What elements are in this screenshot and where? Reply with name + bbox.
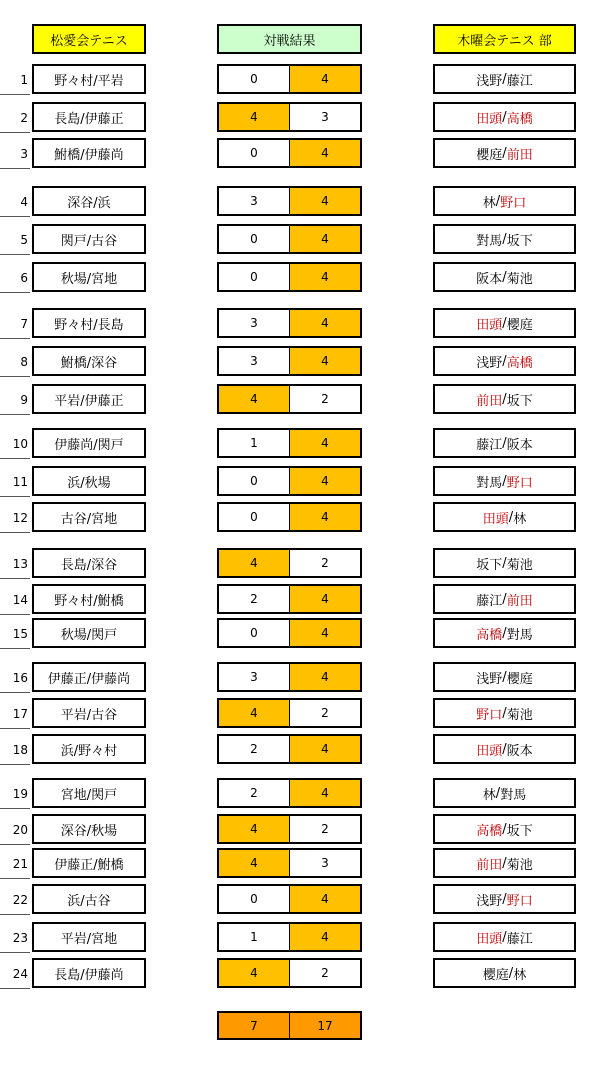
right-score: 4: [290, 430, 360, 456]
right-pair: [433, 958, 576, 988]
match-number: 21: [12, 857, 28, 871]
right-score: 4: [290, 226, 360, 252]
match-number: 14: [12, 593, 28, 607]
right-player-2: 阪本: [506, 437, 533, 453]
right-player-1: 田頭: [476, 743, 503, 759]
match-number: 10: [12, 437, 28, 451]
right-score: 3: [290, 104, 360, 130]
left-score: 0: [219, 226, 290, 252]
match-number: 18: [12, 743, 28, 757]
left-pair: 野々村/平岩: [32, 64, 146, 94]
right-pair: [433, 428, 576, 458]
right-score: 4: [290, 736, 360, 762]
right-player-1: 浅野: [476, 893, 503, 909]
match-score: [217, 884, 362, 914]
right-pair: [433, 102, 576, 132]
row-underline: [0, 168, 30, 169]
row-underline: [0, 94, 30, 95]
right-player-1: 高橋: [476, 823, 503, 839]
left-pair: 伊藤尚/関戸: [32, 428, 146, 458]
left-pair: 浜/古谷: [32, 884, 146, 914]
pair-separator: /: [502, 353, 507, 369]
match-number: 24: [12, 967, 28, 981]
match-score: [217, 848, 362, 878]
row-underline: [0, 844, 30, 845]
match-number: 20: [12, 823, 28, 837]
right-player-1: 藤江: [476, 593, 503, 609]
match-score: [217, 64, 362, 94]
left-pair: 鮒橋/伊藤尚: [32, 138, 146, 168]
right-pair: [433, 138, 576, 168]
right-pair: [433, 346, 576, 376]
left-score: 0: [219, 620, 290, 646]
right-score: 4: [290, 310, 360, 336]
match-score: [217, 922, 362, 952]
left-pair: 長島/伊藤尚: [32, 958, 146, 988]
left-score: 0: [219, 468, 290, 494]
match-number: 9: [20, 393, 28, 407]
right-score: 4: [290, 468, 360, 494]
right-pair: [433, 584, 576, 614]
match-score: [217, 698, 362, 728]
match-number: 6: [20, 271, 28, 285]
left-score: 0: [219, 504, 290, 530]
right-player-2: 前田: [506, 593, 533, 609]
pair-separator: /: [495, 785, 501, 801]
match-number: 4: [20, 195, 28, 209]
match-number: 19: [12, 787, 28, 801]
left-score: 2: [219, 736, 290, 762]
right-pair: [433, 778, 576, 808]
match-number: 13: [12, 557, 28, 571]
right-player-1: 前田: [476, 857, 503, 873]
left-pair: 野々村/長島: [32, 308, 146, 338]
pair-separator: /: [502, 741, 507, 757]
left-score: 3: [219, 310, 290, 336]
right-score: 2: [290, 816, 360, 842]
header-result: 対戦結果: [217, 24, 362, 54]
right-player-1: 田頭: [482, 511, 509, 527]
right-player-1: 前田: [476, 393, 503, 409]
right-score: 3: [290, 850, 360, 876]
left-score: 0: [219, 66, 290, 92]
pair-separator: /: [508, 509, 514, 525]
pair-separator: /: [502, 555, 507, 571]
right-score: 4: [290, 504, 360, 530]
right-player-2: 坂下: [506, 233, 533, 249]
match-score: [217, 618, 362, 648]
right-player-2: 藤江: [506, 931, 533, 947]
right-player-1: 櫻庭: [482, 967, 509, 983]
right-pair: [433, 662, 576, 692]
total-score: [217, 1011, 362, 1040]
right-player-2: 對馬: [506, 627, 533, 643]
pair-separator: /: [502, 855, 507, 871]
match-score: [217, 814, 362, 844]
left-score: 0: [219, 140, 290, 166]
right-score: 4: [290, 886, 360, 912]
pair-separator: /: [502, 109, 507, 125]
row-underline: [0, 376, 30, 377]
match-score: [217, 138, 362, 168]
left-pair: 秋場/宮地: [32, 262, 146, 292]
right-player-1: 高橋: [476, 627, 503, 643]
match-number: 1: [20, 73, 28, 87]
left-pair: 宮地/関戸: [32, 778, 146, 808]
match-score: [217, 308, 362, 338]
right-pair: [433, 466, 576, 496]
right-player-2: 野口: [506, 475, 533, 491]
pair-separator: /: [502, 929, 507, 945]
header-left-team: 松愛会テニス: [32, 24, 146, 54]
right-score: 4: [290, 66, 360, 92]
pair-separator: /: [502, 591, 507, 607]
match-score: [217, 778, 362, 808]
left-score: 4: [219, 550, 290, 576]
right-pair: [433, 224, 576, 254]
right-player-2: 菊池: [506, 271, 533, 287]
right-pair: [433, 548, 576, 578]
match-score: [217, 384, 362, 414]
left-pair: 鮒橋/深谷: [32, 346, 146, 376]
right-player-2: 坂下: [506, 393, 533, 409]
left-score: 3: [219, 188, 290, 214]
match-number: 17: [12, 707, 28, 721]
row-underline: [0, 292, 30, 293]
row-underline: [0, 458, 30, 459]
left-pair: 平岩/伊藤正: [32, 384, 146, 414]
match-number: 11: [12, 475, 28, 489]
header-right-team: 木曜会テニス 部: [433, 24, 576, 54]
right-player-2: 林: [513, 967, 527, 983]
match-score: [217, 428, 362, 458]
row-underline: [0, 532, 30, 533]
right-player-1: 櫻庭: [476, 147, 503, 163]
match-number: 2: [20, 111, 28, 125]
match-number: 7: [20, 317, 28, 331]
row-underline: [0, 764, 30, 765]
pair-separator: /: [502, 473, 507, 489]
pair-separator: /: [502, 705, 507, 721]
right-pair: [433, 64, 576, 94]
match-score: [217, 548, 362, 578]
right-pair: [433, 308, 576, 338]
right-pair: [433, 384, 576, 414]
right-player-2: 前田: [506, 147, 533, 163]
pair-separator: /: [502, 435, 507, 451]
right-player-2: 野口: [506, 893, 533, 909]
right-score: 4: [290, 264, 360, 290]
right-player-1: 浅野: [476, 671, 503, 687]
row-underline: [0, 254, 30, 255]
pair-separator: /: [495, 193, 501, 209]
left-score: 2: [219, 780, 290, 806]
right-score: 4: [290, 780, 360, 806]
right-pair: [433, 884, 576, 914]
left-pair: 深谷/浜: [32, 186, 146, 216]
right-player-1: 浅野: [476, 355, 503, 371]
match-score: [217, 346, 362, 376]
row-underline: [0, 878, 30, 879]
right-score: 2: [290, 960, 360, 986]
right-player-1: 田頭: [476, 931, 503, 947]
right-player-2: 菊池: [506, 557, 533, 573]
match-number: 12: [12, 511, 28, 525]
left-pair: 長島/深谷: [32, 548, 146, 578]
match-score: [217, 102, 362, 132]
right-score: 2: [290, 550, 360, 576]
right-pair: [433, 922, 576, 952]
left-score: 0: [219, 886, 290, 912]
left-score: 3: [219, 348, 290, 374]
right-score: 4: [290, 924, 360, 950]
right-player-2: 櫻庭: [506, 317, 533, 333]
right-player-2: 林: [513, 511, 527, 527]
pair-separator: /: [502, 391, 507, 407]
left-pair: 秋場/関戸: [32, 618, 146, 648]
right-player-1: 林: [482, 195, 496, 211]
right-player-1: 野口: [476, 707, 503, 723]
right-score: 4: [290, 140, 360, 166]
pair-separator: /: [502, 891, 507, 907]
pair-separator: /: [502, 71, 507, 87]
right-pair: [433, 502, 576, 532]
row-underline: [0, 578, 30, 579]
match-score: [217, 466, 362, 496]
right-player-2: 藤江: [506, 73, 533, 89]
match-score: [217, 262, 362, 292]
row-underline: [0, 914, 30, 915]
left-score: 0: [219, 264, 290, 290]
right-player-1: 田頭: [476, 317, 503, 333]
left-score: 2: [219, 586, 290, 612]
pair-separator: /: [502, 231, 507, 247]
right-pair: [433, 262, 576, 292]
right-player-1: 藤江: [476, 437, 503, 453]
right-score: 4: [290, 348, 360, 374]
right-player-2: 野口: [500, 195, 527, 211]
right-score: 4: [290, 664, 360, 690]
match-score: [217, 584, 362, 614]
left-pair: 伊藤正/鮒橋: [32, 848, 146, 878]
total-left: 7: [219, 1013, 290, 1038]
right-player-2: 對馬: [500, 787, 527, 803]
left-pair: 平岩/古谷: [32, 698, 146, 728]
left-pair: 古谷/宮地: [32, 502, 146, 532]
match-score: [217, 734, 362, 764]
right-player-2: 高橋: [506, 355, 533, 371]
row-underline: [0, 952, 30, 953]
pair-separator: /: [502, 625, 507, 641]
right-score: 2: [290, 700, 360, 726]
match-score: [217, 958, 362, 988]
right-pair: [433, 848, 576, 878]
row-underline: [0, 614, 30, 615]
right-player-1: 阪本: [476, 271, 503, 287]
row-underline: [0, 496, 30, 497]
right-player-1: 浅野: [476, 73, 503, 89]
left-pair: 伊藤正/伊藤尚: [32, 662, 146, 692]
match-number: 3: [20, 147, 28, 161]
right-player-2: 阪本: [506, 743, 533, 759]
right-score: 4: [290, 620, 360, 646]
match-score: [217, 502, 362, 532]
match-number: 23: [12, 931, 28, 945]
right-pair: [433, 618, 576, 648]
left-score: 4: [219, 816, 290, 842]
left-score: 4: [219, 386, 290, 412]
right-player-2: 櫻庭: [506, 671, 533, 687]
right-player-2: 菊池: [506, 857, 533, 873]
right-score: 4: [290, 586, 360, 612]
row-underline: [0, 728, 30, 729]
left-pair: 浜/野々村: [32, 734, 146, 764]
match-number: 22: [12, 893, 28, 907]
right-player-1: 田頭: [476, 111, 503, 127]
right-player-1: 對馬: [476, 475, 503, 491]
match-score: [217, 186, 362, 216]
row-underline: [0, 988, 30, 989]
match-number: 16: [12, 671, 28, 685]
pair-separator: /: [502, 821, 507, 837]
row-underline: [0, 648, 30, 649]
left-score: 1: [219, 924, 290, 950]
right-player-1: 林: [482, 787, 496, 803]
left-score: 1: [219, 430, 290, 456]
pair-separator: /: [508, 965, 514, 981]
left-score: 4: [219, 700, 290, 726]
row-underline: [0, 808, 30, 809]
left-pair: 浜/秋場: [32, 466, 146, 496]
right-pair: [433, 186, 576, 216]
left-score: 4: [219, 960, 290, 986]
row-underline: [0, 414, 30, 415]
match-number: 8: [20, 355, 28, 369]
left-pair: 深谷/秋場: [32, 814, 146, 844]
right-player-2: 高橋: [506, 111, 533, 127]
left-pair: 平岩/宮地: [32, 922, 146, 952]
row-underline: [0, 692, 30, 693]
left-pair: 長島/伊藤正: [32, 102, 146, 132]
pair-separator: /: [502, 269, 507, 285]
right-player-2: 坂下: [506, 823, 533, 839]
row-underline: [0, 216, 30, 217]
right-pair: [433, 734, 576, 764]
right-score: 4: [290, 188, 360, 214]
row-underline: [0, 338, 30, 339]
right-pair: [433, 698, 576, 728]
left-pair: 野々村/鮒橋: [32, 584, 146, 614]
match-number: 15: [12, 627, 28, 641]
right-pair: [433, 814, 576, 844]
left-score: 4: [219, 104, 290, 130]
match-score: [217, 662, 362, 692]
match-number: 5: [20, 233, 28, 247]
row-underline: [0, 132, 30, 133]
pair-separator: /: [502, 145, 507, 161]
pair-separator: /: [502, 315, 507, 331]
pair-separator: /: [502, 669, 507, 685]
left-score: 4: [219, 850, 290, 876]
right-score: 2: [290, 386, 360, 412]
match-score: [217, 224, 362, 254]
right-player-2: 菊池: [506, 707, 533, 723]
right-player-1: 對馬: [476, 233, 503, 249]
left-pair: 関戸/古谷: [32, 224, 146, 254]
total-right: 17: [290, 1013, 360, 1038]
left-score: 3: [219, 664, 290, 690]
right-player-1: 坂下: [476, 557, 503, 573]
